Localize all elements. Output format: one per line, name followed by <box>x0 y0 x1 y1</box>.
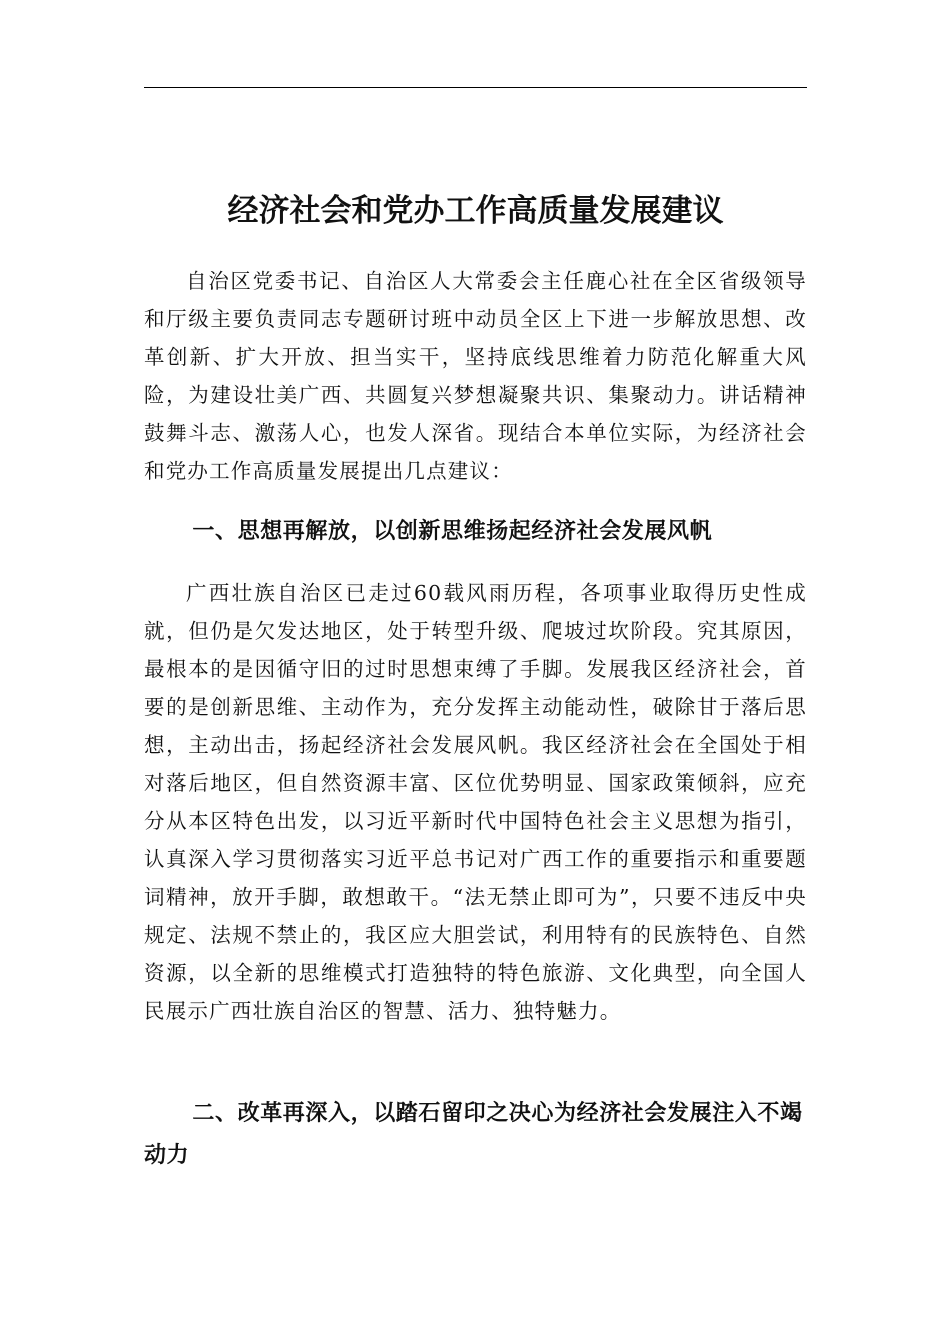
section-1-heading: 一、思想再解放，以创新思维扬起经济社会发展风帆 <box>192 519 713 544</box>
section-2-heading: 二、改革再深入，以踏石留印之决心为经济社会发展注入不竭动力 <box>144 1101 803 1168</box>
intro-paragraph: 自治区党委书记、自治区人大常委会主任鹿心社在全区省级领导和厅级主要负责同志专题研讨班中动员全区上下进一步解放思想、改革创新、扩大开放、担当实干，坚持底线思维着力防范化解重大风险，为建设壮美广西、共圆复兴梦想凝聚共识、集聚动力。讲话精神鼓舞斗志、激荡人心，也发人深省。现结合本单位实际，为经济社会和党办工作高质量发展提出几点建议： <box>144 269 807 483</box>
document-title: 经济社会和党办工作高质量发展建议 <box>227 192 724 229</box>
header-rule <box>144 87 807 88</box>
section-1-body: 广西壮族自治区已走过60载风雨历程，各项事业取得历史性成就，但仍是欠发达地区，处于转型升级、爬坡过坎阶段。究其原因，最根本的是因循守旧的过时思想束缚了手脚。发展我区经济社会，首要的是创新思维、主动作为，充分发挥主动能动性，破除甘于落后思想，主动出击，扬起经济社会发展风帆。我区经济社会在全国处于相对落后地区，但自然资源丰富、区位优势明显、国家政策倾斜，应充分从本区特色出发，以习近平新时代中国特色社会主义思想为指引，认真深入学习贯彻落实习近平总书记对广西工作的重要指示和重要题词精神，放开手脚，敢想敢干。“法无禁止即可为”，只要不违反中央规定、法规不禁止的，我区应大胆尝试，利用特有的民族特色、自然资源，以全新的思维模式打造独特的特色旅游、文化典型，向全国人民展示广西壮族自治区的智慧、活力、独特魅力。 <box>144 581 807 1023</box>
